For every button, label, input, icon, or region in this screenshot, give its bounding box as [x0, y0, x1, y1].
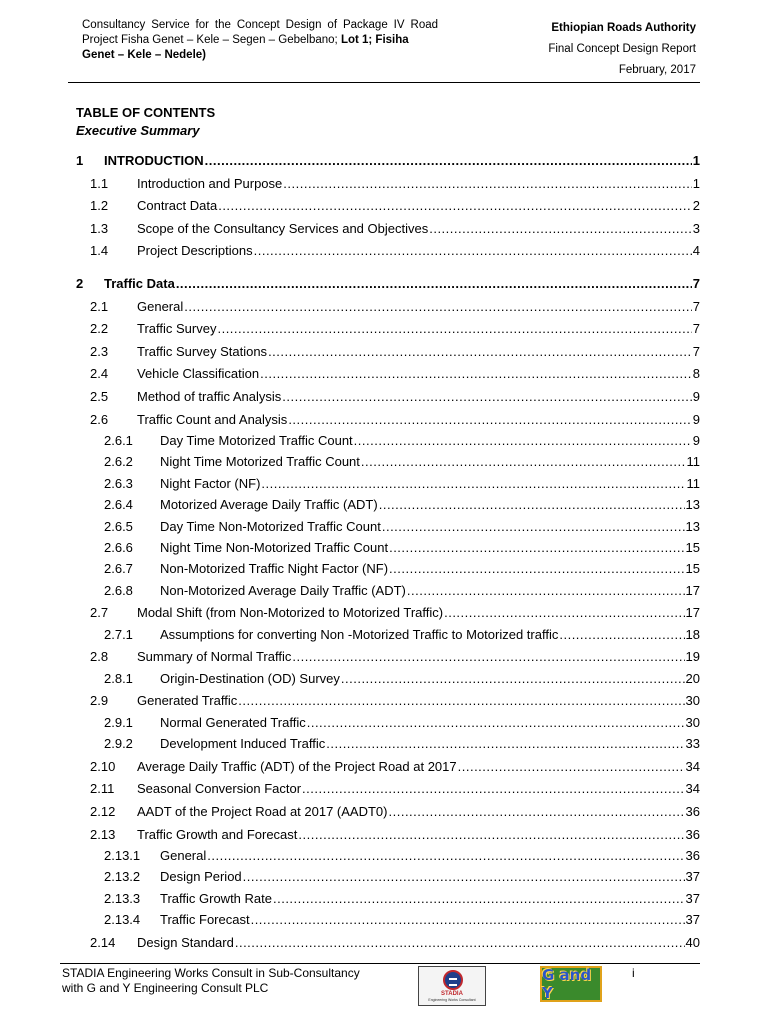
toc-entry[interactable]: [0, 670, 768, 688]
toc-entry-page: 11: [686, 476, 700, 491]
toc-entry-page: 11: [686, 454, 700, 469]
toc-entry[interactable]: [0, 539, 768, 557]
toc-entry[interactable]: [0, 692, 768, 710]
toc-entry-page: 17: [685, 583, 700, 598]
toc-entry-title: Traffic Growth and Forecast: [137, 827, 298, 842]
toc-entry[interactable]: [0, 411, 768, 429]
toc-dot-leader: [429, 220, 692, 238]
toc-dot-leader: [251, 911, 685, 929]
toc-entry-page: 17: [685, 605, 700, 620]
toc-entry-line: [137, 692, 700, 710]
toc-entry-page: 36: [685, 827, 700, 842]
toc-entry-title: Day Time Motorized Traffic Count: [160, 433, 353, 448]
toc-dot-leader: [238, 692, 684, 710]
toc-entry-number: 2.13.2: [104, 869, 141, 884]
toc-entry-page: 7: [692, 344, 700, 359]
toc-entry-line: [160, 890, 700, 908]
toc-entry-title: Development Induced Traffic: [160, 736, 326, 751]
toc-entry-number: 2.11: [90, 781, 115, 796]
toc-entry-title: General: [160, 848, 207, 863]
toc-dot-leader: [283, 175, 691, 193]
toc-entry-line: [160, 847, 700, 865]
toc-entry[interactable]: [0, 432, 768, 450]
page-number: i: [632, 966, 635, 980]
toc-entry-page: 4: [692, 243, 700, 258]
toc-entry-line: [137, 175, 700, 193]
toc-entry-number: 1.4: [90, 243, 109, 258]
toc-entry-line: [137, 320, 700, 338]
toc-entry-title: Design Standard: [137, 935, 234, 950]
toc-entry-title: Day Time Non-Motorized Traffic Count: [160, 519, 381, 534]
report-date: February, 2017: [618, 64, 696, 76]
toc-dot-leader: [389, 539, 684, 557]
toc-entry-page: 3: [692, 221, 700, 236]
toc-entry-number: 2.6: [90, 412, 109, 427]
toc-entry-title: Night Time Motorized Traffic Count: [160, 454, 360, 469]
toc-entry-line: [137, 780, 700, 798]
toc-dot-leader: [361, 453, 686, 471]
toc-entry-page: 40: [685, 935, 700, 950]
toc-entry-title: Vehicle Classification: [137, 366, 260, 381]
executive-summary-link[interactable]: Executive Summary: [76, 123, 200, 138]
toc-entry-title: INTRODUCTION: [104, 153, 204, 168]
toc-entry-title: Generated Traffic: [137, 693, 238, 708]
toc-entry-line: [160, 714, 700, 732]
toc-entry-page: 7: [692, 321, 700, 336]
toc-entry-number: 2.9.2: [104, 736, 133, 751]
toc-entry-number: 2.9: [90, 693, 109, 708]
toc-entry-page: 9: [692, 433, 700, 448]
gandy-logo-text: G and Y: [542, 966, 592, 1002]
organization-name: Ethiopian Roads Authority: [551, 22, 696, 34]
toc-entry-title: Traffic Data: [104, 276, 175, 291]
toc-entry-title: Modal Shift (from Non-Motorized to Motorized Traffic): [137, 605, 444, 620]
stadia-logo-text: STADIA: [441, 991, 463, 997]
toc-entry-title: Origin-Destination (OD) Survey: [160, 671, 340, 686]
toc-entry-number: 2.8.1: [104, 671, 133, 686]
toc-dot-leader: [205, 152, 692, 170]
toc-entry-page: 20: [685, 671, 700, 686]
toc-entry-title: Motorized Average Daily Traffic (ADT): [160, 497, 378, 512]
toc-entry[interactable]: [0, 343, 768, 361]
toc-dot-leader: [379, 496, 685, 514]
toc-entry[interactable]: [0, 934, 768, 952]
toc-entry-title: Project Descriptions: [137, 243, 253, 258]
toc-dot-leader: [407, 582, 685, 600]
toc-entry-number: 2.6.3: [104, 476, 133, 491]
toc-entry-line: [137, 343, 700, 361]
toc-entry-title: General: [137, 299, 184, 314]
toc-entry-title: Non-Motorized Traffic Night Factor (NF): [160, 561, 389, 576]
toc-entry-page: 37: [685, 891, 700, 906]
toc-entry-page: 13: [685, 519, 700, 534]
toc-entry-number: 2.3: [90, 344, 109, 359]
toc-entry[interactable]: [0, 626, 768, 644]
toc-entry-page: 13: [685, 497, 700, 512]
toc-entry-title: AADT of the Project Road at 2017 (AADT0): [137, 804, 388, 819]
toc-entry[interactable]: [0, 803, 768, 821]
toc-dot-leader: [341, 670, 685, 688]
toc-entry-title: Traffic Survey Stations: [137, 344, 268, 359]
toc-entry-line: [160, 560, 700, 578]
toc-entry-page: 36: [685, 804, 700, 819]
toc-entry[interactable]: [0, 475, 768, 493]
toc-entry[interactable]: [0, 453, 768, 471]
toc-entry[interactable]: [0, 496, 768, 514]
toc-entry-title: Seasonal Conversion Factor: [137, 781, 302, 796]
toc-entry[interactable]: [0, 735, 768, 753]
toc-entry-line: [137, 758, 700, 776]
toc-entry-page: 37: [685, 912, 700, 927]
toc-entry-page: 15: [685, 561, 700, 576]
toc-entry[interactable]: [0, 320, 768, 338]
toc-entry[interactable]: [0, 758, 768, 776]
page-footer: [0, 958, 768, 1024]
toc-entry-line: [160, 911, 700, 929]
toc-entry-page: 8: [692, 366, 700, 381]
report-meta: [548, 18, 696, 81]
toc-entry-number: 2.6.5: [104, 519, 133, 534]
toc-entry-title: Non-Motorized Average Daily Traffic (ADT): [160, 583, 406, 598]
toc-entry-page: 7: [692, 276, 700, 291]
toc-dot-leader: [218, 197, 692, 215]
toc-entry-line: [160, 432, 700, 450]
toc-entry-title: Normal Generated Traffic: [160, 715, 306, 730]
toc-entry-number: 2.6.4: [104, 497, 133, 512]
toc-entry[interactable]: [0, 298, 768, 316]
toc-entry-number: 1.1: [90, 176, 109, 191]
toc-dot-leader: [326, 735, 684, 753]
toc-entry-line: [160, 735, 700, 753]
toc-entry-page: 33: [685, 736, 700, 751]
toc-dot-leader: [444, 604, 684, 622]
toc-entry[interactable]: [0, 518, 768, 536]
toc-entry-line: [104, 275, 700, 293]
toc-entry-number: 2.13.3: [104, 891, 141, 906]
toc-dot-leader: [389, 803, 685, 821]
toc-entry[interactable]: [0, 890, 768, 908]
stadia-logo-subtext: Engineering Works Consultant: [428, 998, 476, 1002]
toc-entry-number: 2.1: [90, 299, 109, 314]
toc-dot-leader: [254, 242, 692, 260]
toc-entry-title: Average Daily Traffic (ADT) of the Project Road at 2017: [137, 759, 457, 774]
toc-dot-leader: [176, 275, 692, 293]
toc-dot-leader: [282, 388, 691, 406]
project-lot: Lot 1; Fisiha: [340, 34, 409, 46]
toc-entry-number: 2.5: [90, 389, 109, 404]
toc-entry-title: Assumptions for converting Non -Motorized Traffic to Motorized traffic: [160, 627, 559, 642]
toc-entry-number: 2.9.1: [104, 715, 133, 730]
toc-entry[interactable]: [0, 388, 768, 406]
toc-dot-leader: [207, 847, 684, 865]
toc-entry-title: Summary of Normal Traffic: [137, 649, 292, 664]
toc-entry-number: 2.2: [90, 321, 109, 336]
toc-entry-line: [137, 803, 700, 821]
toc-entry-page: 9: [692, 412, 700, 427]
toc-entry[interactable]: [0, 868, 768, 886]
toc-entry-page: 34: [685, 759, 700, 774]
toc-entry-number: 2.6.1: [104, 433, 133, 448]
toc-entry-number: 2.6.6: [104, 540, 133, 555]
toc-dot-leader: [382, 518, 685, 536]
toc-entry-line: [160, 475, 700, 493]
toc-entry-number: 2.6.2: [104, 454, 133, 469]
toc-entry-page: 18: [685, 627, 700, 642]
toc-entry[interactable]: [0, 714, 768, 732]
toc-entry-title: Design Period: [160, 869, 242, 884]
toc-entry-page: 1: [692, 176, 700, 191]
toc-entry-page: 34: [685, 781, 700, 796]
toc-entry-line: [137, 298, 700, 316]
toc-title: TABLE OF CONTENTS: [76, 105, 216, 120]
toc-entry-line: [160, 539, 700, 557]
toc-entry-line: [137, 242, 700, 260]
toc-entry[interactable]: [0, 365, 768, 383]
toc-entry-title: Traffic Growth Rate: [160, 891, 272, 906]
toc-entry[interactable]: [0, 242, 768, 260]
toc-entry-number: 2.12: [90, 804, 116, 819]
toc-entry-line: [160, 453, 700, 471]
toc-dot-leader: [273, 890, 685, 908]
toc-entry[interactable]: [0, 847, 768, 865]
toc-entry[interactable]: [0, 604, 768, 622]
toc-entry-number: 2.7.1: [104, 627, 133, 642]
toc-entry-title: Introduction and Purpose: [137, 176, 283, 191]
toc-entry-page: 30: [685, 715, 700, 730]
toc-entry-title: Night Time Non-Motorized Traffic Count: [160, 540, 389, 555]
toc-entry-line: [137, 197, 700, 215]
toc-dot-leader: [243, 868, 685, 886]
toc-dot-leader: [559, 626, 684, 644]
stadia-logo: [418, 966, 486, 1006]
toc-dot-leader: [288, 411, 691, 429]
toc-entry[interactable]: [0, 826, 768, 844]
toc-entry-number: 1.3: [90, 221, 109, 236]
toc-dot-leader: [235, 934, 685, 952]
toc-entry-title: Contract Data: [137, 198, 218, 213]
toc-entry-number: 2.6.8: [104, 583, 133, 598]
toc-entry-title: Scope of the Consultancy Services and Objectives: [137, 221, 429, 236]
toc-entry-page: 19: [685, 649, 700, 664]
toc-dot-leader: [354, 432, 692, 450]
toc-entry-line: [137, 388, 700, 406]
toc-dot-leader: [307, 714, 685, 732]
toc-entry-page: 36: [685, 848, 700, 863]
page-header: [0, 0, 768, 84]
toc-dot-leader: [389, 560, 684, 578]
toc-dot-leader: [261, 475, 685, 493]
toc-entry-number: 1: [76, 153, 84, 168]
toc-entry-number: 1.2: [90, 198, 109, 213]
toc-entry-line: [160, 582, 700, 600]
toc-entry-line: [104, 152, 700, 170]
toc-dot-leader: [292, 648, 684, 666]
toc-dot-leader: [302, 780, 685, 798]
toc-entry[interactable]: [0, 780, 768, 798]
toc-dot-leader: [260, 365, 692, 383]
toc-entry-line: [160, 496, 700, 514]
toc-entry-number: 2.14: [90, 935, 116, 950]
footer-line1: STADIA Engineering Works Consult in Sub-Consultancy: [62, 966, 360, 980]
toc-entry[interactable]: [0, 275, 768, 293]
toc-entry-line: [160, 670, 700, 688]
toc-entry-number: 2.10: [90, 759, 116, 774]
stadia-logo-mark-icon: [443, 970, 463, 990]
toc-entry-number: 2.6.7: [104, 561, 133, 576]
toc-entry[interactable]: [0, 175, 768, 193]
toc-dot-leader: [217, 320, 691, 338]
toc-entry-number: 2.13.4: [104, 912, 141, 927]
project-line2: Project Fisha Genet – Kele – Segen – Gebelbano;: [82, 34, 338, 46]
toc-entry-number: 2.13: [90, 827, 116, 842]
toc-entry[interactable]: [0, 152, 768, 170]
toc-entry-number: 2: [76, 276, 84, 291]
footer-divider: [60, 963, 700, 964]
toc-dot-leader: [184, 298, 692, 316]
project-title: [82, 18, 438, 63]
toc-entry-number: 2.8: [90, 649, 109, 664]
toc-entry-title: Traffic Forecast: [160, 912, 250, 927]
toc-entry-title: Method of traffic Analysis: [137, 389, 282, 404]
toc-entry-line: [160, 626, 700, 644]
toc-entry-page: 30: [685, 693, 700, 708]
toc-entry-page: 1: [692, 153, 700, 168]
toc-entry-title: Night Factor (NF): [160, 476, 261, 491]
toc-dot-leader: [268, 343, 692, 361]
toc-entry-line: [160, 868, 700, 886]
toc-dot-leader: [298, 826, 684, 844]
project-line3: Genet – Kele – Nedele): [82, 49, 206, 61]
toc-entry-page: 7: [692, 299, 700, 314]
toc-entry-title: Traffic Count and Analysis: [137, 412, 288, 427]
toc-entry-line: [137, 648, 700, 666]
toc-entry[interactable]: [0, 197, 768, 215]
toc-entry-line: [137, 604, 700, 622]
gandy-logo: [540, 966, 602, 1002]
toc-entry-line: [137, 934, 700, 952]
report-title: Final Concept Design Report: [548, 43, 696, 55]
toc-entry-line: [137, 826, 700, 844]
footer-line2: with G and Y Engineering Consult PLC: [62, 981, 269, 995]
toc-entry-line: [137, 220, 700, 238]
header-divider: [68, 82, 700, 83]
toc-entry-page: 9: [692, 389, 700, 404]
toc-entry-page: 15: [685, 540, 700, 555]
toc-entry[interactable]: [0, 560, 768, 578]
toc-entry-line: [160, 518, 700, 536]
toc-entry-number: 2.4: [90, 366, 109, 381]
toc-entry[interactable]: [0, 582, 768, 600]
toc-entry-line: [137, 411, 700, 429]
toc-entry[interactable]: [0, 220, 768, 238]
toc-entry-number: 2.7: [90, 605, 109, 620]
toc-entry-title: Traffic Survey: [137, 321, 217, 336]
footer-consultant: [62, 966, 402, 996]
project-line1: Consultancy Service for the Concept Design of Package IV Road: [82, 19, 438, 31]
toc-entry-page: 2: [692, 198, 700, 213]
toc-entry-line: [137, 365, 700, 383]
toc-entry[interactable]: [0, 648, 768, 666]
toc-entry[interactable]: [0, 911, 768, 929]
toc-entry-page: 37: [685, 869, 700, 884]
toc-entry-number: 2.13.1: [104, 848, 141, 863]
toc-dot-leader: [458, 758, 685, 776]
